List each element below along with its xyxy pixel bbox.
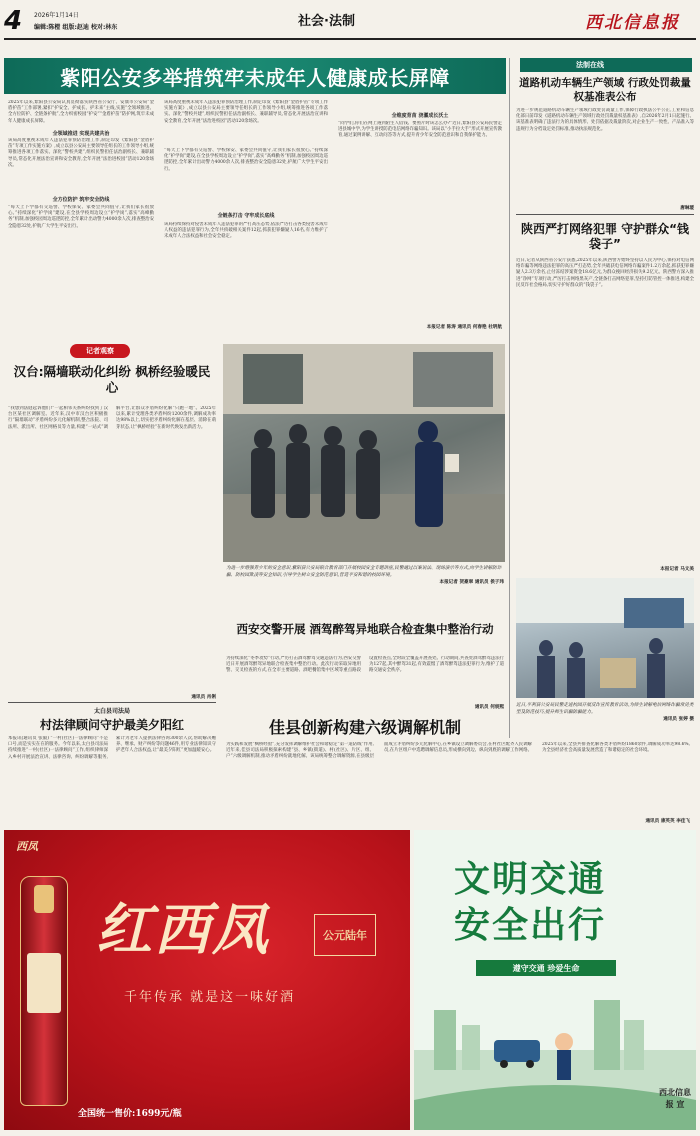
promo-org: 西北信息报 宣 — [659, 1087, 691, 1109]
shaanxi-text: 近日,记者从陕西省公安厅获悉,2025年以来,陕西警方始终坚持以人民为中心,保持对电信网络诈骗等网络违法犯罪的高压严打态势,全年共破获电信网络诈骗案件1.2万余起,抓获犯罪嫌疑人2.3万余名,止付冻结涉案资金18.6亿元,为群众挽回经济损失9.2亿元。陕西警方深入推进“净网”专项行动,严厉打击网络黑灰产,全链条打击网络犯罪,坚持打防管控一体推进,构建全民反诈社会格局,切实守护好群众的“钱袋子”。 — [516, 258, 694, 288]
xifeng-price: 全国统一售价:1699元/瓶 — [78, 1109, 182, 1119]
lead-photo-caption-text: 为进一步增强青少年的安全意识,紫阳县公安局联合教育部门开展校园安全专题讲座,民警通过以案说法、现场演示等方式,向学生讲解防诈骗、防校园欺凌等安全知识,引导学生树立安全防范意识,营造平安和谐的校园环境。 — [226, 566, 502, 578]
shaanxi-byline: 本报记者 马文美 — [660, 567, 694, 572]
lead-s2-text: “每天上下学都有交巡警、学校保安、家委会共同值守,让我们家长很放心。”持续深化“护学岗”建设,在全县学校周边设立“护学岗”,落实“高峰勤务”机制,加强校园周边巡逻防控,全年累计出动警力4000余人次,排查整治安全隐患32处,护航广大学生平安出行。 — [8, 205, 154, 229]
xifeng-badge — [314, 914, 376, 956]
right-photo — [516, 578, 694, 698]
village-kicker: 太白县司法局 — [93, 708, 130, 715]
xifeng-name: 红西凤 — [96, 897, 270, 963]
promo-line2: 安全出行 — [454, 905, 607, 946]
promo-tag — [476, 960, 616, 976]
lead-s1-head: 全领域推进 实现共建共治 — [52, 131, 110, 137]
promo-line1: 文明交通 — [454, 859, 607, 900]
dispute-text: 为实践和发展“枫桥经验”,充分发挥调解维护社会和谐稳定“第一道防线”作用,近年来,佳县司法局积极探索构建“县、乡镇(街道)、村(社区)、片区、组、户”六级调解机制,推动矛盾纠纷就地化解。该局统筹整合调解资源,在县级层面成立矛盾纠纷多元化解中心,在乡镇设立调解委员会,在村社区配齐人民调解员,在片区组户中选聘调解信息员,形成横向到边、纵向到底的调解工作网络。2025年以来,全县共排查化解各类矛盾纠纷1860余件,调解成功率达98.6%,为全县经济社会高质量发展营造了和谐稳定的社会环境。 — [226, 742, 690, 760]
xifeng-brand: 西凤 — [16, 840, 38, 853]
xifeng-slogan: 千年传承 就是这一味好酒 — [124, 990, 296, 1005]
right-photo-caption-text: 近日,平利县公安局民警走进校园开展反诈宣传教育活动,为师生讲解电信网络诈骗常见类型及防范技巧,提升师生识骗防骗能力。 — [516, 703, 694, 715]
bottle — [20, 876, 68, 1106]
lead-s3-text: “同学们,你们在网上遇到陌生人借钱、要照片时该怎么办?”近日,紫阳县公安局民警走进县城中学,为学生讲授防范电信网络诈骗知识。该局以“小手拉大手”形式开展宣传教育,通过案例讲解、互动问答等方式,提升青少年安全防范意识和自我保护能力。 — [338, 121, 502, 139]
lead-photo-caption — [226, 565, 504, 615]
law-online-kicker-label: 法制在线 — [576, 61, 604, 69]
road-byline: 唐琳瑗 — [680, 206, 694, 211]
dispute-byline: 通讯员 康英英 李佳飞 — [645, 819, 690, 824]
classroom-illustration — [516, 578, 694, 698]
section-title: 社会·法制 — [298, 14, 355, 29]
lead-s3-head: 全维度育苗 浇灌成长沃土 — [391, 113, 449, 119]
lead-photo-credit: 本报记者 贺豪翠 通讯员 侯子玮 — [439, 580, 504, 585]
village-text: 本报讯(通讯员 张毅) “一村(社区)一法律顾问”不是口号,而是实实在在的服务。今年以来,太白县司法局持续推进“一村(社区)一法律顾问”工作,组织律师深入乡村开展法治宣讲、法律咨询、纠纷调解等服务,累计为老年人提供法律咨询300余人次,帮助解决赡养、继承、财产纠纷等问题46件,用专业法律知识守护老年人合法权益,让“最美夕阳红”更加温暖安心。 — [8, 736, 216, 760]
left-divider — [8, 702, 216, 703]
law-online-kicker — [520, 58, 692, 72]
header-rule — [4, 38, 696, 40]
page-number: 4 — [4, 6, 23, 36]
promo-tag-text: 遵守交通 珍爱生命 — [512, 962, 580, 973]
observation-kicker — [70, 344, 130, 358]
xian-text: 为持续深化“冬季攻势”行动,严厉打击酒驾醉驾交通违法行为,西安交警近日开展酒驾醉驾异地联合检查集中整治行动。此次行动采取异地用警、交叉检查的方式,在全市主要道路、酒吧餐馆集中区域等重点路段设置检查点,全时段全覆盖开展查处。行动期间,共查处酒驾醉驾违法行为127起,其中醉驾31起,有效震慑了酒驾醉驾违法犯罪行为,维护了道路交通安全秩序。 — [226, 656, 504, 674]
masthead-logo: 西北信息报 — [585, 13, 680, 33]
lead-s4-head: 全链条打击 守牢成长底线 — [217, 213, 275, 219]
dispute-title: 佳县创新构建六级调解机制 — [268, 718, 461, 737]
traffic-promo — [414, 830, 696, 1130]
xian-title: 西安交警开展 酒驾醉驾异地联合检查集中整治行动 — [236, 622, 494, 636]
observation-kicker-label: 记者观察 — [86, 347, 114, 355]
lead-byline: 本报记者 陈涛 通讯员 何春艳 杜明航 — [426, 325, 502, 330]
hanyin-title: 汉台:隔墙联动化纠纷 枫桥经验暖民心 — [13, 364, 211, 395]
police-crowd-illustration — [223, 344, 505, 562]
road-text: 为进一步规范道路机动车辆生产领域行政处罚裁量工作,保障行政执法公平公正,工业和信息化部日前印发《道路机动车辆生产领域行政处罚裁量权基准表》,自2026年2月1日起施行。该基准表明确了违法行为的具体情形、处罚依据及裁量阶次,对企业生产一致性、产品准入等违规行为分档设定处罚标准,推动执法规范化。 — [516, 108, 694, 132]
hanyin-byline: 通讯员 肖俐 — [191, 695, 216, 700]
lead-intro: 2025年以来,紫阳县公安局认真贯彻落实陕西省公安厅、安康市公安局“金盾护苗”工作部署,紧扣“护安全、护成长、护未来”主线,实施“全领域推进、全方位防护、全链条护航”,全力织密校园“护安”“金盾护苗”防护网,筑牢未成年人健康成长屏障。 — [8, 100, 154, 124]
lead-s4-text: 该局持续保持对侵害未成年人违法犯罪的严打高压态势,依法严厉打击各类侵害未成年人权益的违法犯罪行为,全年共侦破相关案件12起,抓获犯罪嫌疑人16名,有力维护了未成年人合法权益和社会安全稳定。 — [164, 222, 328, 240]
hanyin-text: “我想到法庭起诉他们!”一起相邻关系纠纷找到了汉台区某社区调解室。近年来,汉中市汉台区积极推行“隔墙联动”矛盾纠纷多元化解机制,整合法院、司法所、派出所、社区网格员等力量,构建“一站式”调解平台,让群众矛盾纠纷化解“只跑一地”。2025年以来,累计受理各类矛盾纠纷1200余件,调解成功率达98%以上,切实把矛盾纠纷化解在基层、消除在萌芽状态,让“枫桥经验”在新时代焕发出新活力。 — [8, 406, 216, 430]
city-skyline-illustration — [414, 980, 696, 1130]
road-title: 道路机动车辆生产领域 行政处罚裁量权基准表公布 — [519, 77, 691, 103]
xifeng-badge-text: 公元陆年 — [323, 929, 367, 942]
lead-col2-text: 该局高度重视未成年人违法犯罪预防治理工作,制定印发《紫阳县“金盾护苗”专项工作实施方案》,成立以县公安局主要领导任组长的工作领导小组,统筹推进各项工作落实。深化“警校共建”,组织民警担任法治副校长、兼职辅导员,常态化开展法治宣讲和安全教育,全年开展“法治进校园”活动120余场次。 — [164, 100, 328, 124]
header-date: 2026年1月14日 — [34, 12, 79, 19]
lead-s2-head: 全方位防护 筑牢安全防线 — [52, 197, 110, 203]
lead-s1-text: 该局高度重视未成年人违法犯罪预防治理工作,制定印发《紫阳县“金盾护苗”专项工作实施方案》,成立以县公安局主要领导任组长的工作领导小组,统筹推进各项工作落实。深化“警校共建”,组织民警担任法治副校长、兼职辅导员,常态化开展法治宣讲和安全教育,全年开展“法治进校园”活动120余场次。 — [8, 138, 154, 168]
lead-banner — [4, 58, 506, 94]
right-photo-credit: 通讯员 张婷 摄 — [663, 717, 694, 722]
right-divider — [516, 214, 694, 215]
village-title: 村法律顾问守护最美夕阳红 — [39, 718, 184, 732]
header-editors: 编辑:陈橙 组版:赵迪 校对:林东 — [34, 24, 118, 31]
lead-col2-extra: “每天上下学都有交巡警、学校保安、家委会共同值守,让我们家长很放心。”持续深化“护学岗”建设,在全县学校周边设立“护学岗”,落实“高峰勤务”机制,加强校园周边巡逻防控,全年累计出动警力4000余人次,排查整治安全隐患32处,护航广大学生平安出行。 — [164, 148, 328, 172]
shaanxi-title: 陕西严打网络犯罪 守护群众“钱袋子” — [520, 222, 690, 251]
lead-photo — [223, 344, 505, 562]
right-photo-caption — [516, 702, 694, 742]
right-column-rule — [509, 58, 510, 738]
lead-title: 紫阳公安多举措筑牢未成年人健康成长屏障 — [60, 65, 450, 90]
xian-byline: 通讯员 何宸熙 — [474, 705, 504, 710]
xifeng-ad — [4, 830, 410, 1130]
